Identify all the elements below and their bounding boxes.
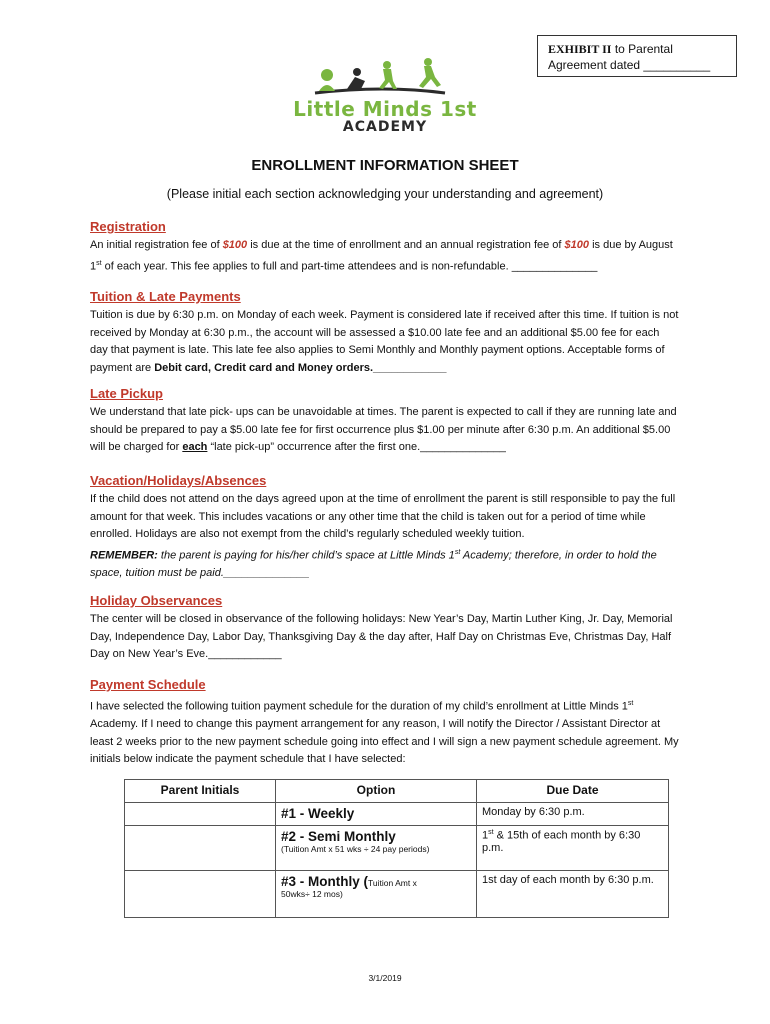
tuition-heading: Tuition & Late Payments (90, 289, 241, 304)
header-due-date: Due Date (477, 780, 669, 803)
schedule-heading: Payment Schedule (90, 677, 206, 692)
header-parent-initials: Parent Initials (125, 780, 276, 803)
late-pickup-section (90, 386, 680, 457)
initials-cell-semimonthly[interactable] (125, 826, 276, 871)
registration-text: An initial registration fee of $100 is due at the time of enrollment and an annual registration fee of $100 is due by August 1st of each year. This fee applies to full and part-time attendees and is non-refundable. ______________ (90, 239, 673, 273)
exhibit-line2: Agreement dated __________ (548, 58, 711, 72)
holiday-section (90, 593, 680, 664)
logo-name: Little Minds 1st (293, 97, 477, 121)
due-cell: 1st day of each month by 6:30 p.m. (477, 871, 669, 918)
academy-logo (285, 55, 485, 140)
holiday-text: The center will be closed in observance of the following holidays: New Year’s Day, Martin Luther King, Jr. Day, Memorial Day, Independence Day, Labor Day, Thanksgiving Day & the day after, Half Day on Christmas Eve, Christmas Day, Half Day on New Year’s Eve.____________ (90, 613, 673, 660)
due-cell: 1st & 15th of each month by 6:30 p.m. (477, 826, 669, 871)
tuition-text: Tuition is due by 6:30 p.m. on Monday of each week. Payment is considered late if received after this time. If tuition is not received by Monday at 6:30 p.m., the account will be assessed a $10.00 late fee and an additional $5.00 fee for each day that payment is late. This late fee also applies to Semi Monthly and Monthly payment options. Acceptable forms of payment are Debit card, Credit card and Money orders.____________ (90, 309, 679, 374)
registration-section (90, 219, 680, 276)
initials-cell-weekly[interactable] (125, 803, 276, 826)
page-title: ENROLLMENT INFORMATION SHEET (251, 157, 519, 174)
holiday-heading: Holiday Observances (90, 593, 223, 608)
kids-silhouette-icon (285, 55, 485, 100)
footer-date: 3/1/2019 (368, 973, 402, 983)
payment-schedule-table (124, 779, 669, 918)
header-option: Option (276, 780, 477, 803)
late-pickup-text: We understand that late pick- ups can be unavoidable at times. The parent is expected to call if they are running late and should be prepared to pay a $5.00 late fee for first occurrence plus $1.00 per minute after 6:30 p.m. An additional $5.00 will be charged for each “late pick-up” occurrence after the first one.______________ (90, 406, 677, 453)
page-subtitle: (Please initial each section acknowledging your understanding and agreement) (166, 187, 604, 201)
late-pickup-heading: Late Pickup (90, 386, 163, 401)
registration-heading: Registration (90, 219, 166, 234)
option-cell: #2 - Semi Monthly (Tuition Amt x 51 wks ÷ 24 pay periods) (276, 826, 477, 871)
due-cell: Monday by 6:30 p.m. (477, 803, 669, 826)
tuition-section (90, 289, 680, 377)
option-cell: #1 - Weekly (276, 803, 477, 826)
exhibit-line1: EXHIBIT II to Parental (548, 42, 673, 56)
table-row (125, 803, 669, 826)
table-row (125, 871, 669, 918)
schedule-section (90, 677, 680, 769)
table-row (125, 826, 669, 871)
schedule-text: I have selected the following tuition payment schedule for the duration of my child’s enrollment at Little Minds 1st Academy. If I need to change this payment arrangement for any reason, I will notify the Director / Assistant Director at least 2 weeks prior to the new payment schedule going into effect and I will sign a new payment schedule agreement. My initials below indicate the payment schedule that I have selected: (90, 700, 679, 766)
logo-subtitle: ACADEMY (342, 119, 428, 135)
vacation-heading: Vacation/Holidays/Absences (90, 473, 267, 488)
initials-cell-monthly[interactable] (125, 871, 276, 918)
option-cell: #3 - Monthly (Tuition Amt x 50wks÷ 12 mos) (276, 871, 477, 918)
exhibit-box (537, 35, 737, 77)
vacation-text: If the child does not attend on the days agreed upon at the time of enrollment the parent is still responsible to pay the full amount for that week. This includes vacations or any other time that the child is taken out for a period of time while enrolled. Holidays are also not exempt from the child’s regularly scheduled weekly tuition. REMEMBER: the parent is paying for his/her child’s space at Little Minds 1st Academy; therefore, in order to hold the space, tuition must be paid.______________ (90, 493, 676, 579)
table-header-row (125, 780, 669, 803)
vacation-section (90, 473, 680, 582)
